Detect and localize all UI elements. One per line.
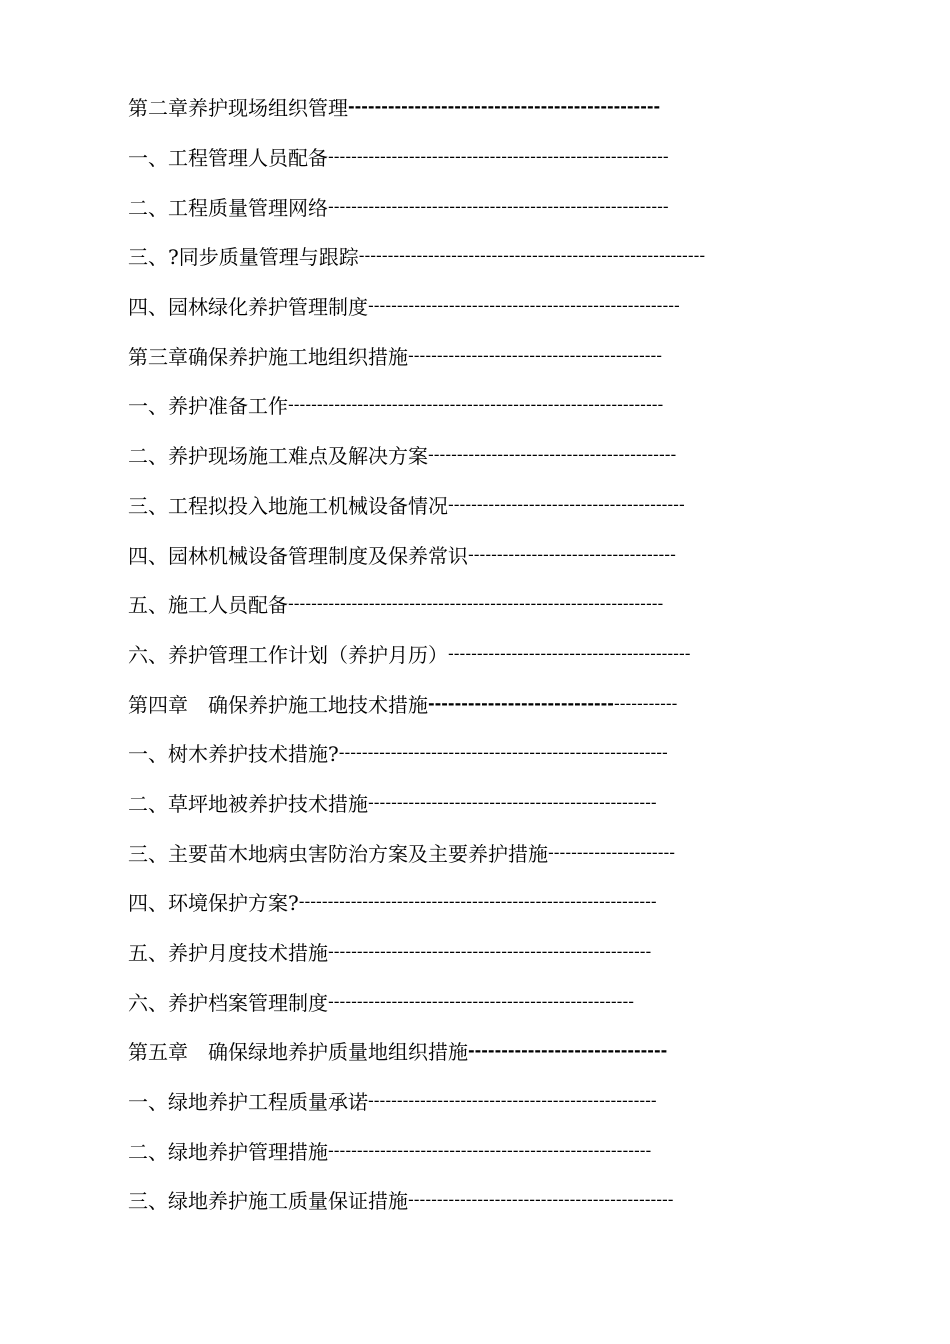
toc-entry-leader-tail: ----------- bbox=[613, 693, 678, 713]
toc-entry-leader: ------------------------------------ bbox=[468, 544, 676, 564]
toc-entry bbox=[128, 1175, 828, 1225]
toc-entry bbox=[128, 1125, 828, 1175]
toc-entry bbox=[128, 728, 828, 778]
toc-entry-title: 二、绿地养护管理措施 bbox=[128, 1139, 328, 1164]
toc-entry bbox=[128, 132, 828, 182]
toc-entry-title: 五、施工人员配备 bbox=[128, 593, 288, 618]
toc-entry bbox=[128, 1076, 828, 1126]
toc-entry bbox=[128, 877, 828, 927]
toc-entry-leader: ---------------------- bbox=[548, 842, 676, 862]
toc-entry-title: 四、园林绿化养护管理制度 bbox=[128, 295, 368, 320]
table-of-contents bbox=[128, 82, 828, 1225]
toc-entry-leader: ----------------------------------------------- bbox=[348, 97, 661, 117]
toc-entry-leader: ----------------------------------------------------------------- bbox=[288, 594, 664, 614]
toc-entry-leader: -------------------------------------------------------- bbox=[328, 942, 652, 962]
toc-entry-leader: -------------------------------------------------------------- bbox=[298, 892, 657, 912]
toc-entry-title: 三、主要苗木地病虫害防治方案及主要养护措施 bbox=[128, 841, 548, 866]
toc-entry bbox=[128, 330, 828, 380]
toc-entry bbox=[128, 579, 828, 629]
toc-entry-title: 三、工程拟投入地施工机械设备情况 bbox=[128, 493, 448, 518]
toc-entry-title: 二、工程质量管理网络 bbox=[128, 195, 328, 220]
toc-entry bbox=[128, 629, 828, 679]
toc-entry-title: 第五章 确保绿地养护质量地组织措施 bbox=[128, 1040, 468, 1065]
toc-entry-title: 三、绿地养护施工质量保证措施 bbox=[128, 1189, 408, 1214]
toc-entry-title: 二、养护现场施工难点及解决方案 bbox=[128, 444, 428, 469]
toc-entry-title: 第二章养护现场组织管理 bbox=[128, 96, 348, 121]
toc-entry-title: 一、树木养护技术措施? bbox=[128, 742, 339, 767]
toc-entry-leader: ----------------------------------------------------------- bbox=[328, 147, 669, 167]
toc-entry-title: 五、养护月度技术措施 bbox=[128, 941, 328, 966]
toc-entry-leader: -------------------------------------------------------- bbox=[328, 1140, 652, 1160]
toc-entry bbox=[128, 529, 828, 579]
toc-entry-title: 六、养护档案管理制度 bbox=[128, 990, 328, 1015]
toc-entry-title: 第三章确保养护施工地组织措施 bbox=[128, 344, 408, 369]
toc-entry-leader: ----------------------------------------- bbox=[448, 494, 685, 514]
toc-entry-leader: -------------------------------------------------- bbox=[368, 1091, 657, 1111]
toc-entry-leader: ----------------------------------------------------------------- bbox=[288, 395, 664, 415]
toc-entry-leader: -------------------------------------------- bbox=[408, 345, 663, 365]
toc-entry bbox=[128, 1026, 828, 1076]
toc-entry bbox=[128, 480, 828, 530]
toc-entry-leader: ------------------------------------------- bbox=[428, 445, 677, 465]
toc-entry-title: 四、环境保护方案? bbox=[128, 891, 299, 916]
toc-entry-title: 六、养护管理工作计划（养护月历） bbox=[128, 642, 448, 667]
toc-entry bbox=[128, 827, 828, 877]
toc-entry bbox=[128, 82, 828, 132]
toc-entry-leader: ----------------------------------------------------- bbox=[328, 991, 634, 1011]
toc-entry-title: 一、绿地养护工程质量承诺 bbox=[128, 1090, 368, 1115]
toc-entry-title: 三、?同步质量管理与跟踪 bbox=[128, 245, 359, 270]
toc-entry-title: 第四章 确保养护施工地技术措施 bbox=[128, 692, 428, 717]
toc-entry-leader: ----------------------------------------------------------- bbox=[328, 196, 669, 216]
toc-entry-leader: ---------------------------------------------- bbox=[408, 1190, 674, 1210]
toc-entry bbox=[128, 778, 828, 828]
toc-entry-title: 二、草坪地被养护技术措施 bbox=[128, 791, 368, 816]
toc-entry bbox=[128, 976, 828, 1026]
toc-entry bbox=[128, 430, 828, 480]
toc-entry-title: 一、工程管理人员配备 bbox=[128, 146, 328, 171]
toc-entry-title: 一、养护准备工作 bbox=[128, 394, 288, 419]
toc-entry bbox=[128, 678, 828, 728]
toc-entry bbox=[128, 281, 828, 331]
toc-entry bbox=[128, 181, 828, 231]
toc-entry bbox=[128, 927, 828, 977]
toc-entry-leader: ------------------------------------------------------------ bbox=[358, 246, 706, 266]
toc-entry bbox=[128, 231, 828, 281]
toc-entry-leader: ---------------------------- bbox=[428, 693, 614, 713]
toc-entry-leader: ------------------------------ bbox=[468, 1041, 668, 1061]
toc-entry-leader: ------------------------------------------ bbox=[448, 643, 691, 663]
toc-entry-title: 四、园林机械设备管理制度及保养常识 bbox=[128, 543, 468, 568]
toc-entry-leader: --------------------------------------------------------- bbox=[338, 743, 668, 763]
toc-entry bbox=[128, 380, 828, 430]
toc-entry-leader: ------------------------------------------------------ bbox=[368, 296, 680, 316]
toc-entry-leader: -------------------------------------------------- bbox=[368, 792, 657, 812]
